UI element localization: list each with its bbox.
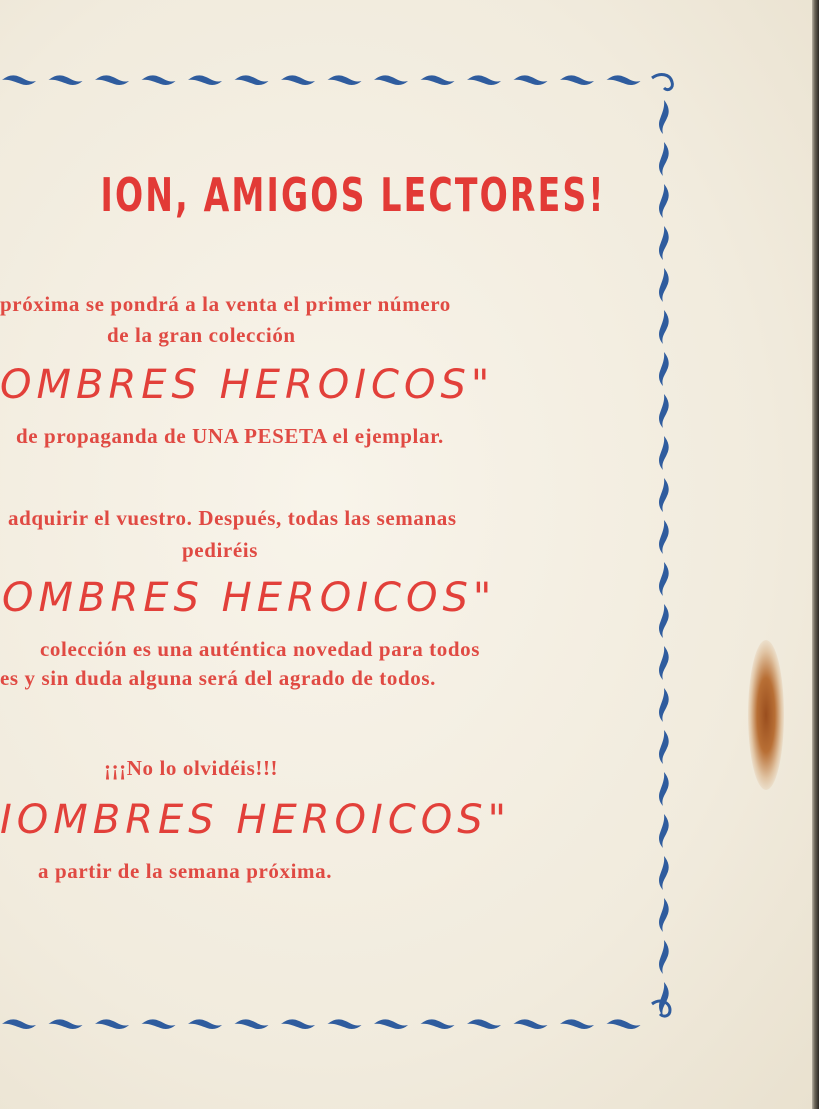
- border-wave: [659, 226, 669, 260]
- border-wave: [659, 100, 669, 134]
- series-title-3: IOMBRES HEROICOS": [0, 797, 512, 843]
- border-wave: [659, 478, 669, 512]
- border-wave: [49, 75, 83, 85]
- border-wave: [374, 75, 408, 85]
- border-wave: [235, 1019, 269, 1029]
- border-wave: [514, 75, 548, 85]
- border-wave: [467, 75, 501, 85]
- border-wave: [659, 646, 669, 680]
- border-wave: [421, 1019, 455, 1029]
- border-wave: [328, 75, 362, 85]
- border-wave: [659, 604, 669, 638]
- text-line-9: es y sin duda alguna será del agrado de todos.: [0, 666, 437, 690]
- border-wave: [659, 562, 669, 596]
- text-line-6: pediréis: [182, 538, 258, 562]
- border-wave: [659, 142, 669, 176]
- border-wave: [607, 75, 641, 85]
- border-wave: [560, 1019, 594, 1029]
- border-wave: [659, 772, 669, 806]
- right-border: [659, 100, 669, 1016]
- border-wave: [659, 310, 669, 344]
- border-wave: [188, 75, 222, 85]
- border-wave: [607, 1019, 641, 1029]
- series-title-1: OMBRES HEROICOS": [0, 362, 495, 408]
- border-wave: [2, 1019, 36, 1029]
- border-wave: [467, 1019, 501, 1029]
- border-wave: [659, 688, 669, 722]
- border-wave: [2, 75, 36, 85]
- border-wave: [560, 75, 594, 85]
- border-wave: [142, 75, 176, 85]
- border-wave: [281, 75, 315, 85]
- border-wave: [659, 394, 669, 428]
- border-wave: [659, 184, 669, 218]
- text-line-1: próxima se pondrá a la venta el primer número: [0, 292, 451, 316]
- border-wave: [188, 1019, 222, 1029]
- text-line-10: ¡¡¡No lo olvidéis!!!: [104, 756, 279, 780]
- border-wave: [235, 75, 269, 85]
- text-line-5: adquirir el vuestro. Después, todas las semanas: [8, 506, 457, 530]
- text-line-12: a partir de la semana próxima.: [38, 859, 333, 883]
- border-wave: [142, 1019, 176, 1029]
- corner-scroll-top: [652, 75, 672, 90]
- border-wave: [659, 940, 669, 974]
- border-wave: [659, 352, 669, 386]
- border-wave: [659, 730, 669, 764]
- border-wave: [49, 1019, 83, 1029]
- border-wave: [659, 436, 669, 470]
- border-wave: [659, 898, 669, 932]
- border-wave: [374, 1019, 408, 1029]
- border-wave: [95, 1019, 129, 1029]
- border-wave: [514, 1019, 548, 1029]
- border-wave: [659, 856, 669, 890]
- text-line-2: de la gran colección: [107, 323, 296, 347]
- series-title-2: OMBRES HEROICOS": [2, 575, 497, 621]
- bottom-border: [2, 1019, 641, 1029]
- top-border: [2, 75, 641, 85]
- border-wave: [421, 75, 455, 85]
- headline: ION, AMIGOS LECTORES!: [100, 168, 606, 222]
- text-line-8: colección es una auténtica novedad para todos: [40, 637, 481, 661]
- border-wave: [659, 982, 669, 1016]
- border-wave: [659, 520, 669, 554]
- border-wave: [659, 268, 669, 302]
- border-wave: [659, 814, 669, 848]
- border-wave: [95, 75, 129, 85]
- border-wave: [328, 1019, 362, 1029]
- text-line-4: de propaganda de UNA PESETA el ejemplar.: [16, 424, 444, 448]
- border-wave: [281, 1019, 315, 1029]
